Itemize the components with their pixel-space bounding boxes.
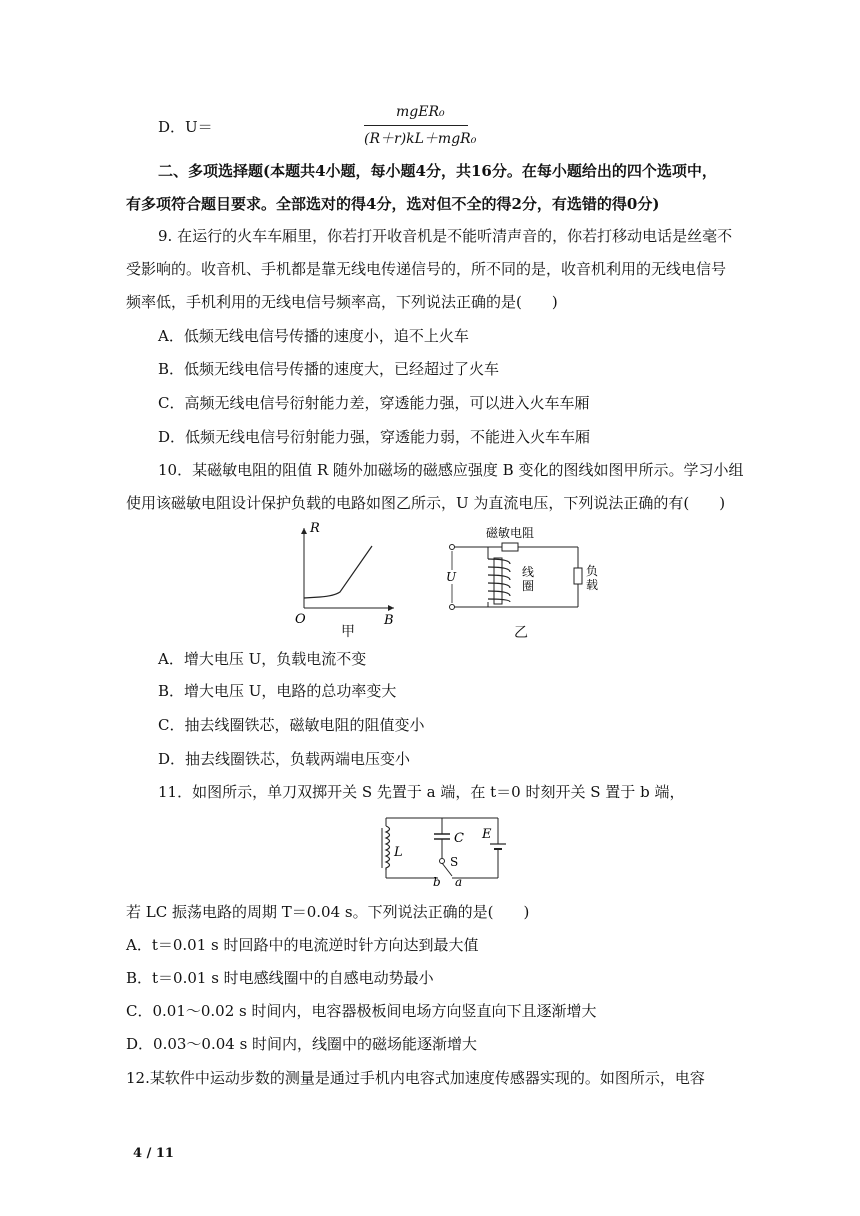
figure-protection-circuit — [440, 524, 600, 616]
magnetoresistor-label: 磁敏电阻 — [486, 526, 535, 540]
y-axis-arrow-icon — [301, 528, 307, 534]
emf-label: E — [482, 827, 492, 842]
iron-core-icon — [494, 558, 502, 604]
r-b-curve — [304, 546, 372, 598]
q11-line1: 11．如图所示，单刀双掷开关 S 先置于 a 端，在 t＝0 时刻开关 S 置于 b 端， — [158, 783, 685, 801]
q11-option-a: A．t＝0.01 s 时回路中的电流逆时针方向达到最大值 — [126, 936, 479, 954]
terminal-b-label: b — [433, 875, 441, 886]
q11-option-b: B．t＝0.01 s 时电感线圈中的自感电动势最小 — [126, 969, 434, 987]
q8-option-d-numerator: mgER₀ — [396, 104, 445, 120]
q9-line1: 9. 在运行的火车车厢里，你若打开收音机是不能听清声音的，你若打移动电话是丝毫不 — [158, 227, 733, 245]
x-axis-label: B — [384, 613, 394, 628]
terminal-a-label: a — [455, 875, 463, 886]
x-axis-arrow-icon — [388, 605, 394, 611]
load-label-2: 载 — [586, 578, 599, 592]
figure-b-caption: 乙 — [514, 625, 528, 641]
magnetoresistor-icon — [502, 543, 518, 551]
q11-line2: 若 LC 振荡电路的周期 T＝0.04 s。下列说法正确的是( ) — [126, 903, 530, 921]
load-label-1: 负 — [586, 564, 599, 578]
figure-lc-circuit — [376, 812, 508, 886]
q11-option-d: D．0.03～0.04 s 时间内，线圈中的磁场能逐渐增大 — [126, 1035, 478, 1053]
fraction-bar — [364, 125, 468, 126]
q10-option-b: B．增大电压 U，电路的总功率变大 — [158, 682, 397, 700]
y-axis-label: R — [310, 522, 320, 536]
q8-option-d-denominator: (R＋r)kL＋mgR₀ — [364, 131, 477, 147]
q10-option-a: A．增大电压 U，负载电流不变 — [158, 650, 367, 668]
coil-label-1: 线 — [522, 565, 535, 579]
page-number: 4 / 11 — [133, 1146, 174, 1161]
terminal-bottom — [450, 605, 455, 610]
capacitor-label: C — [454, 831, 464, 846]
section2-line1: 二、多项选择题(本题共4小题，每小题4分，共16分。在每小题给出的四个选项中， — [158, 162, 717, 180]
q12-line1: 12.某软件中运动步数的测量是通过手机内电容式加速度传感器实现的。如图所示，电容 — [126, 1069, 705, 1087]
coil-label-2: 圈 — [522, 579, 535, 593]
q9-line3: 频率低，手机利用的无线电信号频率高，下列说法正确的是( ) — [126, 293, 558, 311]
load-resistor-icon — [574, 568, 582, 584]
q9-option-b: B．低频无线电信号传播的速度大，已经超过了火车 — [158, 360, 500, 378]
q9-line2: 受影响的。收音机、手机都是靠无线电传递信号的，所不同的是，收音机利用的无线电信号 — [126, 260, 727, 278]
figure-a-caption: 甲 — [341, 624, 355, 640]
q9-option-d: D．低频无线电信号衍射能力强，穿透能力弱，不能进入火车车厢 — [158, 428, 591, 446]
origin-label: O — [295, 612, 306, 627]
switch-label: S — [450, 855, 459, 869]
q8-option-d-label: D．U＝ — [158, 118, 213, 136]
switch-pivot-icon — [440, 859, 445, 864]
q10-line2: 使用该磁敏电阻设计保护负载的电路如图乙所示，U 为直流电压，下列说法正确的有( ) — [126, 494, 726, 512]
inductor-label: L — [394, 845, 403, 860]
figure-r-vs-b-graph — [290, 522, 400, 637]
inductor-icon — [386, 826, 390, 870]
q10-line1: 10．某磁敏电阻的阻值 R 随外加磁场的磁感应强度 B 变化的图线如图甲所示。学习小组 — [158, 461, 744, 479]
section2-line2: 有多项符合题目要求。全部选对的得4分，选对但不全的得2分，有选错的得0分) — [126, 195, 660, 213]
voltage-label: U — [446, 570, 457, 584]
q9-option-a: A．低频无线电信号传播的速度小，追不上火车 — [158, 327, 469, 345]
q10-option-d: D．抽去线圈铁芯，负载两端电压变小 — [158, 750, 411, 768]
q9-option-c: C．高频无线电信号衍射能力差，穿透能力强，可以进入火车车厢 — [158, 394, 590, 412]
q10-option-c: C．抽去线圈铁芯，磁敏电阻的阻值变小 — [158, 716, 425, 734]
terminal-top — [450, 545, 455, 550]
q11-option-c: C．0.01～0.02 s 时间内，电容器极板间电场方向竖直向下且逐渐增大 — [126, 1002, 597, 1020]
